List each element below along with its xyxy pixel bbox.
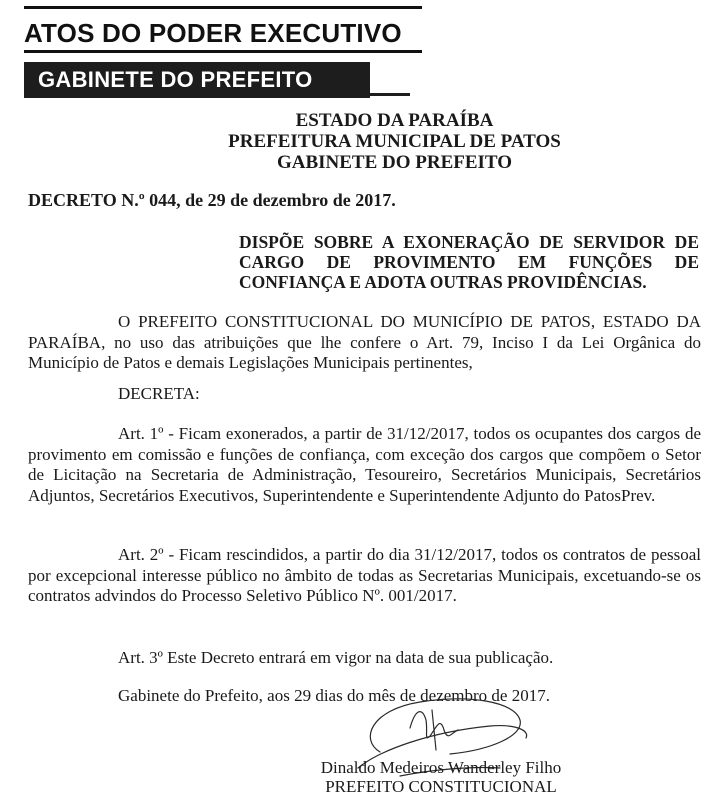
article-2 [28,545,701,607]
signer-role: PREFEITO CONSTITUCIONAL [325,777,557,796]
masthead-bottom-rule [24,50,422,53]
section-heading-rule [370,93,410,96]
header-office: GABINETE DO PREFEITO [276,152,513,173]
header-municipality: PREFEITURA MUNICIPAL DE PATOS [228,131,561,152]
decreta-label: DECRETA: [118,384,200,403]
preamble-text: O PREFEITO CONSTITUCIONAL DO MUNICÍPIO DE PATOS, ESTADO DA PARAÍBA, no uso das atribuições que lhe confere o Art. 79, Inciso I da Lei Orgânica do Município de Patos e demais Legislações Municipais pertinentes, [28,312,701,372]
decree-ementa: DISPÕE SOBRE A EXONERAÇÃO DE SERVIDOR DE CARGO DE PROVIMENTO EM FUNÇÕES DE CONFIANÇA E ADOTA OUTRAS PROVIDÊNCIAS. [239,232,699,292]
signer-name: Dinaldo Medeiros Wanderley Filho [320,758,562,777]
article-1 [28,424,701,506]
article-3: Art. 3º Este Decreto entrará em vigor na data de sua publicação. [118,648,554,667]
header-state: ESTADO DA PARAÍBA [295,110,494,131]
masthead [24,6,422,54]
section-heading: GABINETE DO PREFEITO [24,62,370,98]
masthead-top-rule [24,6,422,9]
closing-line: Gabinete do Prefeito, aos 29 dias do mês de dezembro de 2017. [118,686,550,705]
signer-block [291,758,591,796]
document-header [0,110,721,173]
masthead-title: ATOS DO PODER EXECUTIVO [24,18,402,48]
article-1-text: Art. 1º - Ficam exonerados, a partir de 31/12/2017, todos os ocupantes dos cargos de provimento em comissão e funções de confiança, com exceção dos cargos que compõem o Setor de Licitação na Secretaria de Administração, Tesoureiro, Secretários Municipais, Secretários Adjuntos, Secretários Executivos, Superintendente e Superintendente Adjunto do PatosPrev. [28,424,701,505]
decree-title: DECRETO N.º 044, de 29 de dezembro de 2017. [28,190,396,210]
article-2-text: Art. 2º - Ficam rescindidos, a partir do dia 31/12/2017, todos os contratos de pessoal por excepcional interesse público no âmbito de todas as Secretarias Municipais, excetuando-se os contratos advindos do Processo Seletivo Público Nº. 001/2017. [28,545,701,605]
decree-preamble [28,312,701,374]
